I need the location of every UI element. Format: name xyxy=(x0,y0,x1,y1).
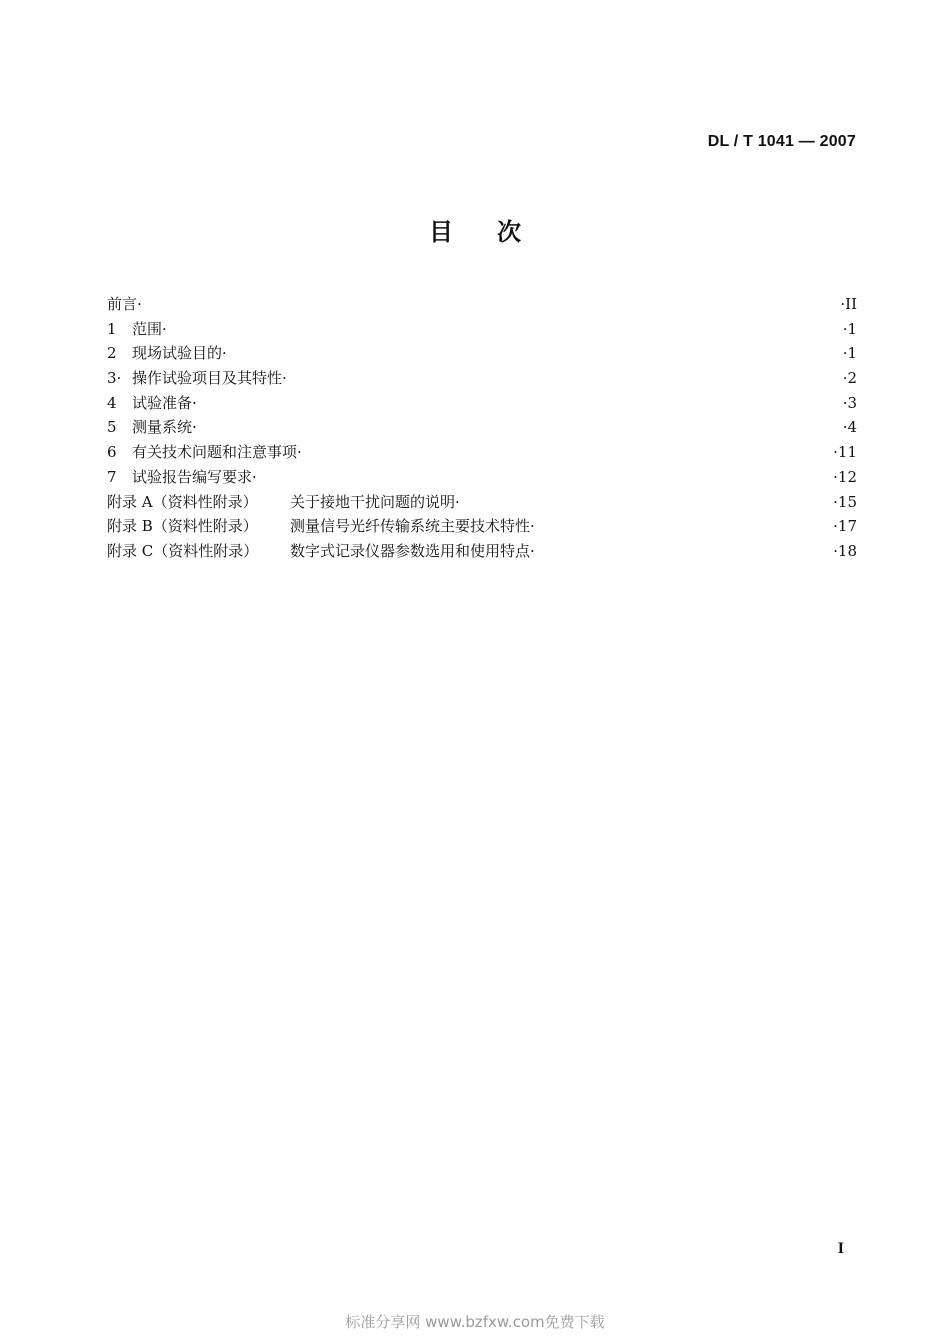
toc-entry-label: 前言· xyxy=(107,295,142,313)
toc-entry-label: 关于接地干扰问题的说明· xyxy=(290,492,460,511)
toc-entry-page: ·II xyxy=(840,295,857,313)
toc-entry-1[interactable] xyxy=(107,317,857,342)
toc-entry-page: ·11 xyxy=(833,443,857,462)
toc-entry-label: 试验准备· xyxy=(132,393,197,412)
toc-entry-label: 数字式记录仪器参数选用和使用特点· xyxy=(290,541,535,560)
toc-entry-page: ·1 xyxy=(842,344,857,363)
toc-entry-label: 现场试验目的· xyxy=(132,344,227,363)
standard-code: DL / T 1041 — 2007 xyxy=(707,133,856,150)
toc-entry-5[interactable] xyxy=(107,415,857,440)
toc-entry-label: 范围· xyxy=(132,319,167,338)
toc-entry-number: 5 xyxy=(107,418,117,437)
toc-entry-foreword[interactable] xyxy=(107,292,857,317)
toc-entry-page: ·2 xyxy=(842,369,857,388)
toc-entry-label: 测量信号光纤传输系统主要技术特性· xyxy=(290,517,535,536)
toc-entry-page: ·4 xyxy=(842,418,857,437)
title-char-2: 次 xyxy=(497,218,521,246)
toc-appendix-prefix: 附录 C（资料性附录） xyxy=(107,541,259,560)
toc-entry-page: ·1 xyxy=(842,319,857,338)
toc-entry-7[interactable] xyxy=(107,465,857,490)
toc-entry-label: 有关技术问题和注意事项· xyxy=(132,443,302,462)
watermark: 标准分享网 www.bzfxw.com免费下载 xyxy=(345,1313,605,1331)
toc-appendix-prefix: 附录 B（资料性附录） xyxy=(107,517,258,536)
table-of-contents xyxy=(107,292,857,564)
toc-entry-label: 试验报告编写要求· xyxy=(132,467,257,486)
toc-entry-3[interactable] xyxy=(107,366,857,391)
toc-entry-6[interactable] xyxy=(107,440,857,465)
toc-entry-appendix-b[interactable] xyxy=(107,514,857,539)
page-number: I xyxy=(837,1240,844,1257)
toc-entry-label: 操作试验项目及其特性· xyxy=(132,369,287,388)
toc-entry-page: ·15 xyxy=(833,492,857,511)
toc-appendix-prefix: 附录 A（资料性附录） xyxy=(107,492,258,511)
toc-entry-page: ·17 xyxy=(833,517,857,536)
toc-entry-number: 4 xyxy=(107,393,117,412)
toc-entry-page: ·18 xyxy=(833,541,857,560)
toc-entry-appendix-a[interactable] xyxy=(107,490,857,515)
toc-entry-number: 2 xyxy=(107,344,117,363)
toc-entry-number: 7 xyxy=(107,467,117,486)
toc-entry-number: 3· xyxy=(107,369,122,388)
toc-entry-page: ·3 xyxy=(842,393,857,412)
toc-entry-appendix-c[interactable] xyxy=(107,539,857,564)
toc-entry-2[interactable] xyxy=(107,341,857,366)
page-title xyxy=(0,212,950,247)
toc-entry-label: 测量系统· xyxy=(132,418,197,437)
toc-entry-number: 6 xyxy=(107,443,117,462)
toc-entry-number: 1 xyxy=(107,319,117,338)
toc-entry-4[interactable] xyxy=(107,391,857,416)
title-char-1: 目 xyxy=(429,218,453,246)
toc-entry-page: ·12 xyxy=(833,467,857,486)
